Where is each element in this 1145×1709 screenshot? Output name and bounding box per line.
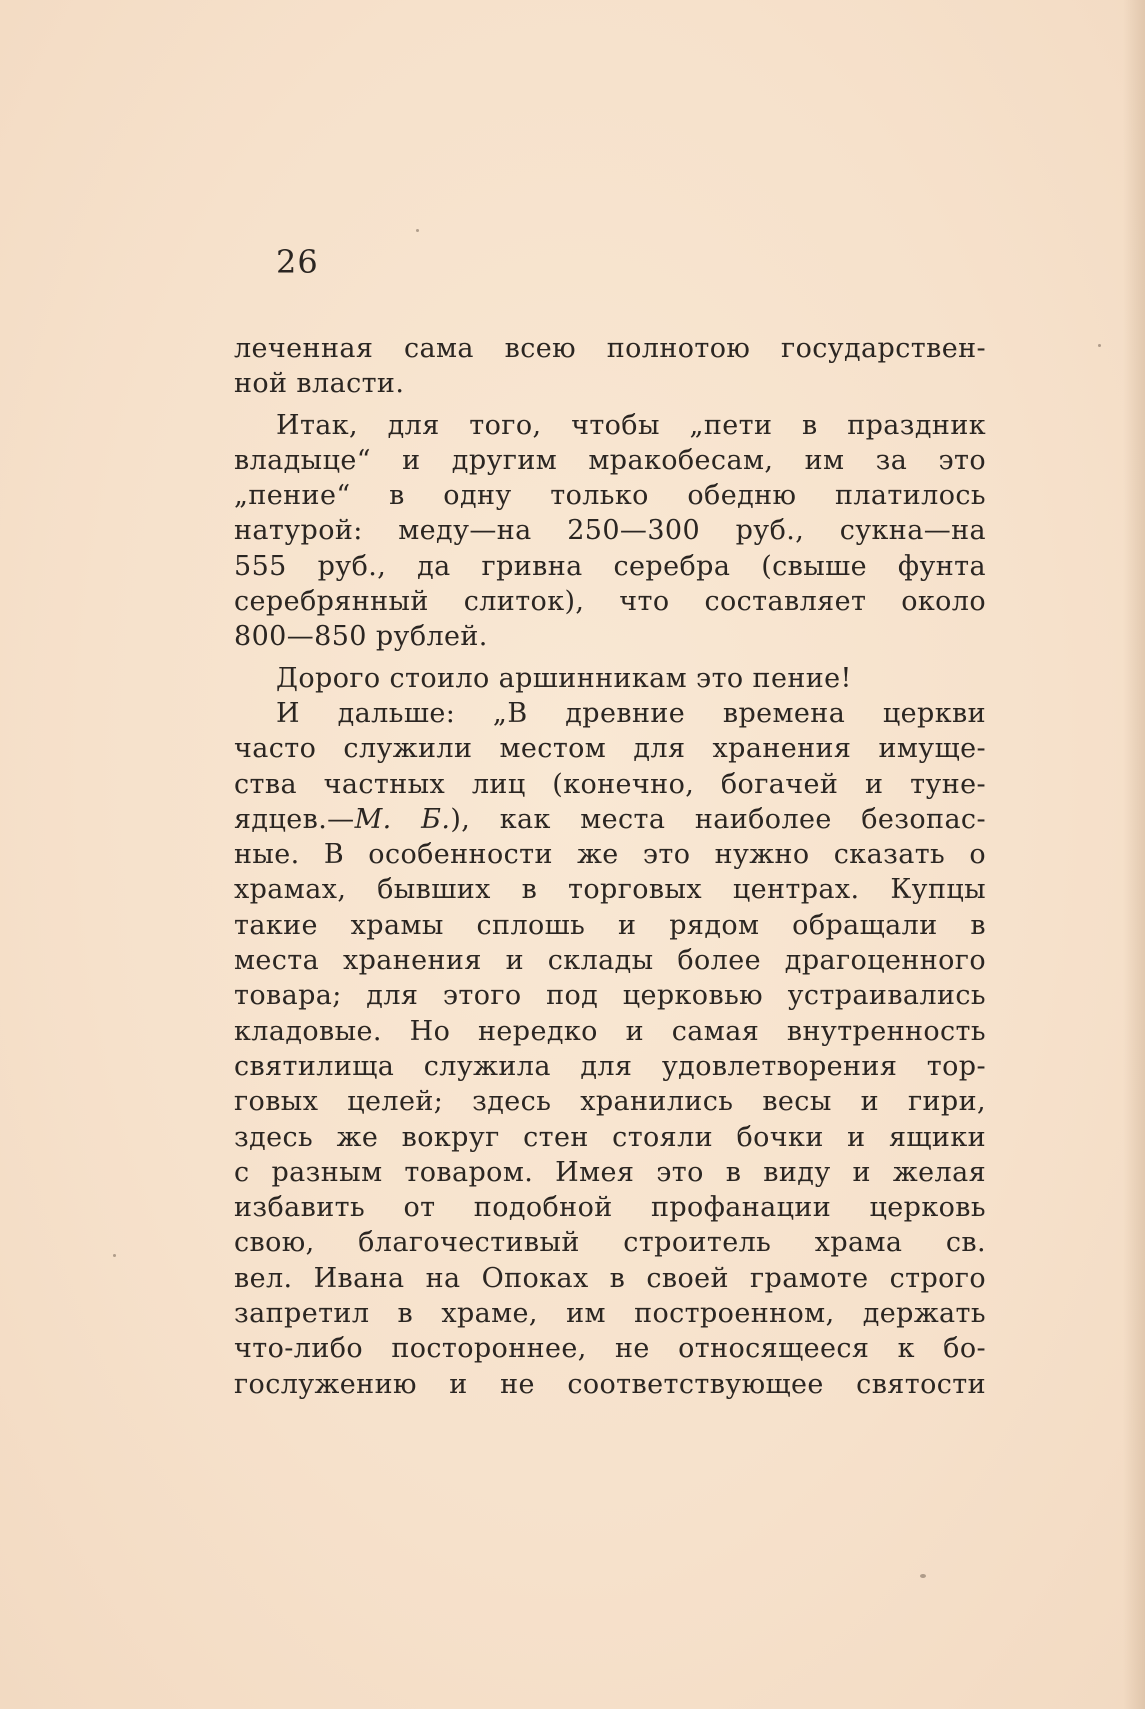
text-line: товара; для этого под церковью устраивались [234,980,986,1012]
text-line: запретил в храме, им построенном, держать [234,1298,986,1330]
text-line: с разным товаром. Имея это в виду и желая [234,1156,986,1188]
text-line: „пение“ в одну только обедню платилось [234,480,986,512]
text-line: 555 руб., да гривна серебра (свыше фунта [234,550,986,582]
text-line: леченная сама всею полнотою государствен- [234,333,986,364]
text-line: избавить от подобной профанации церковь [234,1192,986,1224]
page-number: 26 [276,243,319,281]
text-line: что-либо постороннее, не относящееся к бо- [234,1333,986,1365]
page-edge-shadow [1123,0,1145,1709]
text-line: вел. Ивана на Опоках в своей грамоте строго [234,1262,986,1294]
text-line: ные. В особенности же это нужно сказать о [234,839,986,871]
text-line: святилища служила для удовлетворения тор- [234,1050,986,1082]
text-line: 800—850 рублей. [234,621,488,653]
text-line: гослужению и не соответствующее святости [234,1368,986,1400]
paper-speck [1098,344,1101,347]
text-line: часто служили местом для хранения имуще- [234,733,986,765]
text-line: ной власти. [234,368,405,400]
text-line: храмах, бывших в торговых центрах. Купцы [234,874,986,906]
body-text [234,331,986,1402]
author-initials: М. Б. [354,803,451,835]
text-fragment: ), как места наиболее безопас- [450,803,986,835]
text-line: владыце“ и другим мракобесам, им за это [234,444,986,476]
text-line: говых целей; здесь хранились весы и гири, [234,1086,986,1118]
text-line: такие храмы сплошь и рядом обращали в [234,909,986,941]
text-line: Итак, для того, чтобы „пети в праздник [276,409,986,441]
paper-speck [920,1574,926,1578]
text-line: серебрянный слиток), что составляет около [234,586,986,618]
text-line: места хранения и склады более драгоценного [234,945,986,977]
text-line: И дальше: „В древние времена церкви [276,697,986,729]
text-line: Дорого стоило аршинникам это пение! [276,662,852,694]
text-fragment: ядцев.— [234,803,355,835]
text-line: натурой: меду—на 250—300 руб., сукна—на [234,515,986,547]
text-line: здесь же вокруг стен стояли бочки и ящики [234,1121,986,1153]
text-line: свою, благочестивый строитель храма св. [234,1227,986,1259]
text-line: ства частных лиц (конечно, богачей и туне- [234,768,986,800]
text-line-mixed [234,802,986,837]
paper-speck [113,1254,116,1257]
paper-speck [416,229,419,232]
text-line: кладовые. Но нередко и самая внутренность [234,1015,986,1047]
